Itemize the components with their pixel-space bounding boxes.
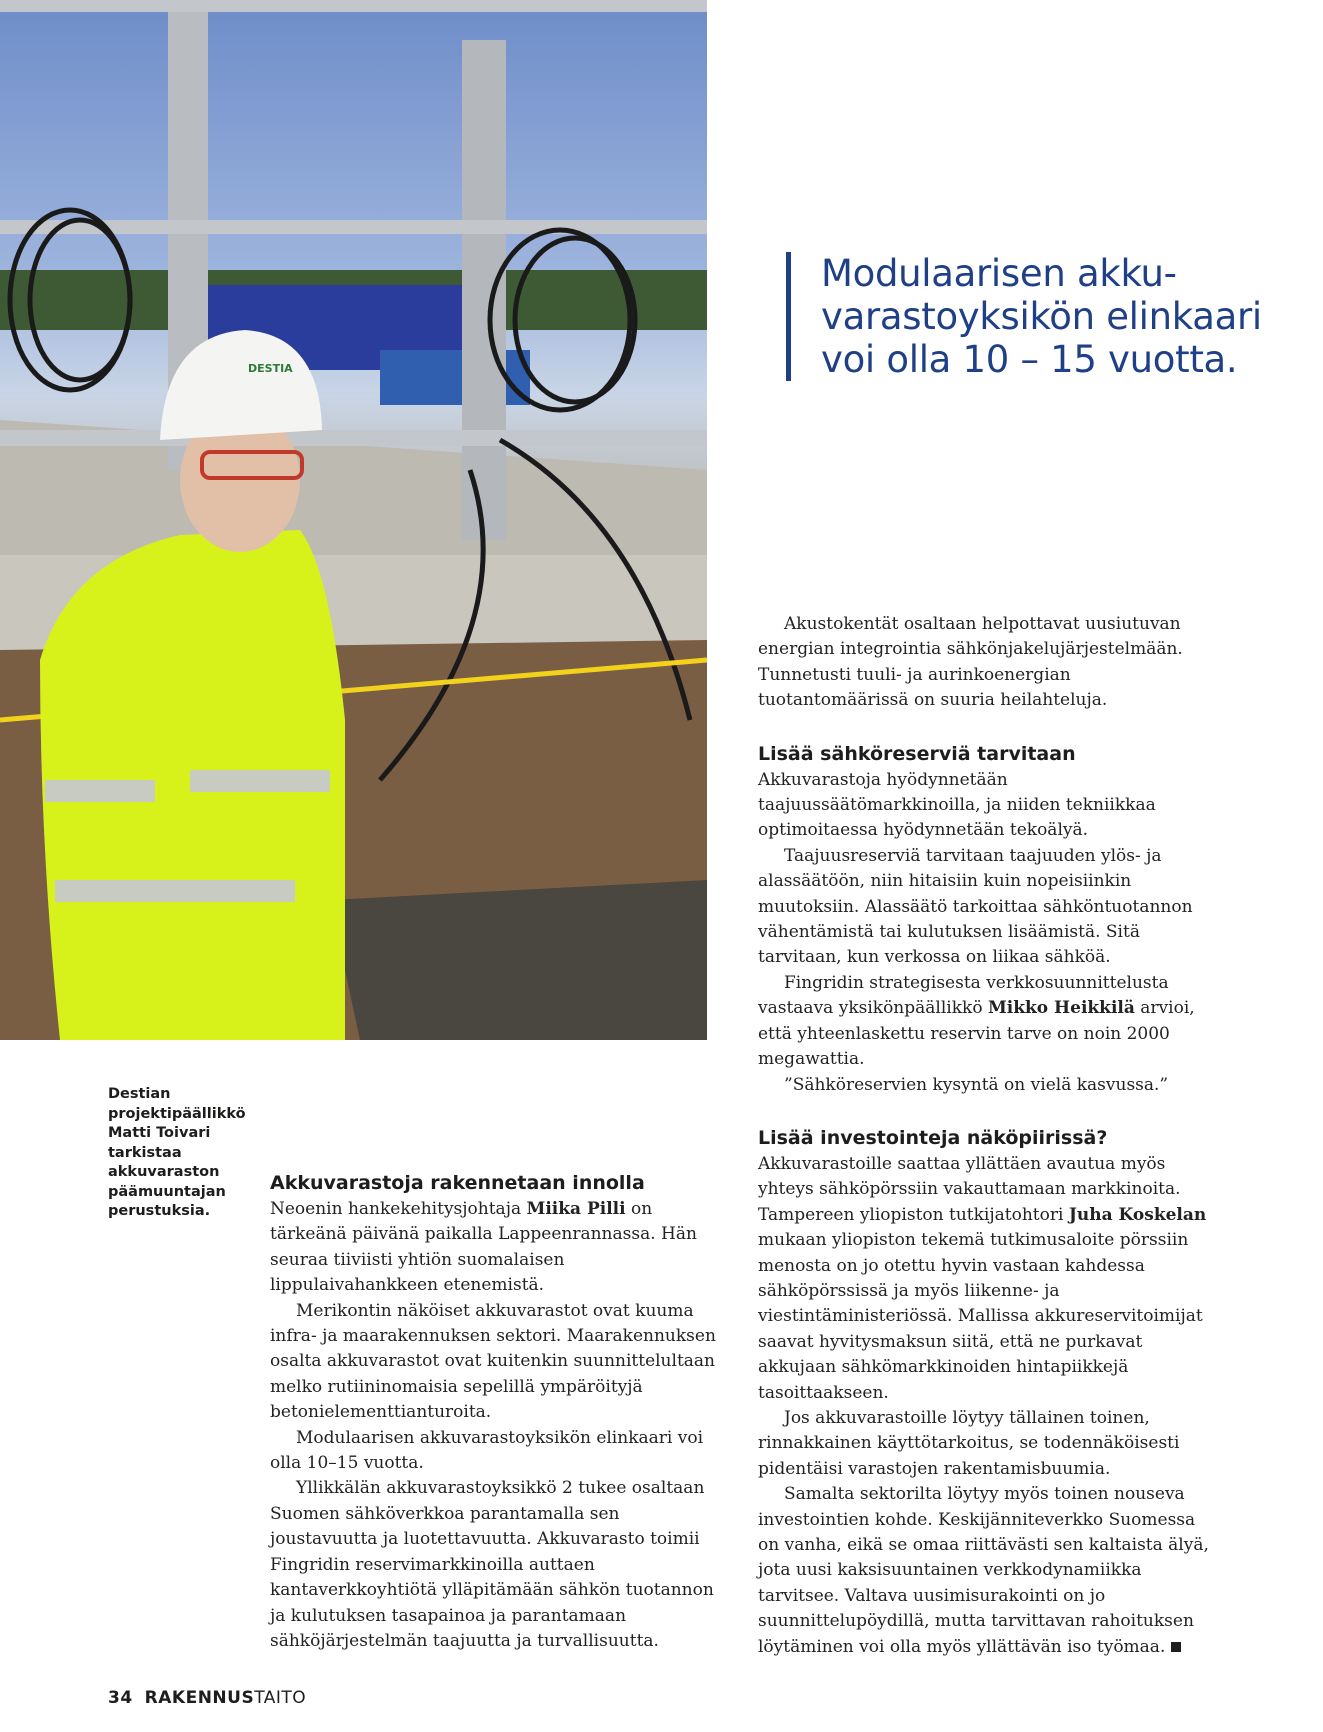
end-mark-icon [1171, 1642, 1181, 1652]
text-run: Neoenin hankekehitysjohtaja [270, 1199, 527, 1219]
text-run: mukaan yliopiston tekemä tutkimusaloite pörssiin menosta on jo otettu hyvin vastaan kahdessa sähköpörssissä ja myös liikenne- ja viestintäministeriössä. Mallissa akkureservitoimijat saavat hyvitysmaksun siitä, että ne purkavat akkujaan sähkömarkkinoiden hintapiikkejä tasoittaakseen. [758, 1230, 1203, 1403]
steel-beam-bottom [0, 430, 707, 446]
text-run: on tärkeänä päivänä paikalla Lappeenrannassa. Hän seuraa tiiviisti yhtiön suomalaisen lippulaivahankkeen etenemistä. [270, 1199, 697, 1296]
paragraph: Taajuusreserviä tarvitaan taajuuden ylös- ja alassäätöön, niin hitaisiin kuin nopeisiinkin muutoksiin. Alassäätö tarkoittaa sähköntuotannon vähentämistä tai kulutuksen lisäämistä. Sitä tarvitaan, kun verkossa on liikaa sähköä. [758, 845, 1193, 968]
steel-post-right [462, 40, 506, 540]
construction-site-illustration [0, 0, 707, 1040]
helmet-logo: DESTIA [248, 362, 293, 375]
paragraph [758, 1482, 1220, 1660]
person-name: Miika Pilli [526, 1199, 626, 1219]
article-column-right [758, 612, 1220, 1660]
reflective-stripe [45, 780, 155, 802]
photo-caption: Destian projektipäällikkö Matti Toivari tarkistaa akkuvaraston päämuuntajan perustuksia. [108, 1086, 246, 1219]
pull-quote: Modulaarisen akkuvarastoyksikön elinkaari voi olla 10 – 15 vuotta. [786, 252, 1281, 381]
paragraph: Yllikkälän akkuvarastoyksikkö 2 tukee osaltaan Suomen sähköverkkoa parantamalla sen joustavuutta ja luotettavuutta. Akkuvarasto toimii Fingridin reservimarkkinoilla auttaen kantaverkkoyhtiötä ylläpitämään sähkön tuotannon ja kulutuksen tasapainoa ja parantamaan sähköjärjestelmän taajuutta ja turvallisuutta. [270, 1478, 714, 1651]
text-run: Fingridin strategisesta verkkosuunnittelusta vastaava yksikönpäällikkö [758, 972, 1169, 1019]
section-heading: Lisää investointeja näköpiirissä? [758, 1126, 1108, 1149]
person-name: Mikko Heikkilä [987, 998, 1135, 1019]
paragraph: Modulaarisen akkuvarastoyksikön elinkaari voi olla 10–15 vuotta. [270, 1427, 704, 1474]
section-heading: Akkuvarastoja rakennetaan innolla [270, 1172, 645, 1194]
section-heading: Lisää sähköreserviä tarvitaan [758, 742, 1076, 765]
person-name: Juha Koskelan [1068, 1204, 1207, 1225]
reflective-stripe-2 [190, 770, 330, 792]
paragraph: ”Sähköreservien kysyntä on vielä kasvussa.” [784, 1074, 1169, 1095]
magazine-name-bold: RAKENNUS [144, 1688, 255, 1708]
page-footer [108, 1688, 306, 1708]
paragraph: Jos akkuvarastoille löytyy tällainen toinen, rinnakkainen käyttötarkoitus, se todennäköisesti pidentäisi varastojen rakentamisbuumia. [758, 1407, 1180, 1479]
article-photo [0, 0, 707, 1040]
magazine-name-light: TAITO [254, 1688, 307, 1708]
paragraph [758, 971, 1220, 1073]
page-number: 34 [108, 1688, 133, 1708]
reflective-stripe-3 [55, 880, 295, 902]
steel-beam-roof [0, 0, 707, 12]
text-run: Akkuvarastoille saattaa yllättäen avautua myös yhteys sähköpörssiin vakauttamaan markkinoita. Tampereen yliopiston tutkijatohtori [758, 1153, 1181, 1225]
gravel [330, 880, 707, 1040]
paragraph: Akkuvarastoja hyödynnetään taajuussäätömarkkinoilla, ja niiden tekniikkaa optimoitaessa hyödynnetään tekoälyä. [758, 769, 1156, 841]
article-column-left [270, 1170, 728, 1654]
text-run: arvioi, että yhteenlaskettu reservin tarve on noin 2000 megawattia. [758, 998, 1195, 1070]
text-run: Samalta sektorilta löytyy myös toinen nouseva investointien kohde. Keskijänniteverkko Suomessa on vanha, eikä se omaa riittävästi sen kaltaista älyä, jota uusi kaksisuuntainen verkkodynamiikka tarvitsee. Valtava uusimisurakointi on jo suunnittelupöydillä, mutta tarvittavan rahoituksen löytäminen voi olla myös yllättävän iso työmaa. [758, 1484, 1209, 1657]
paragraph [270, 1197, 728, 1299]
paragraph [758, 1152, 1220, 1406]
paragraph: Merikontin näköiset akkuvarastot ovat kuuma infra- ja maarakennuksen sektori. Maarakennuksen osalta akkuvarastot ovat kuitenkin suunnittelultaan melko rutiininomaisia sepelillä ympäröityjä betonielementtianturoita. [270, 1300, 716, 1423]
paragraph: Akustokentät osaltaan helpottavat uusiutuvan energian integrointia sähkönjakelujärjestelmään. Tunnetusti tuuli- ja aurinkoenergian tuotantomäärissä on suuria heilahteluja. [758, 614, 1183, 711]
